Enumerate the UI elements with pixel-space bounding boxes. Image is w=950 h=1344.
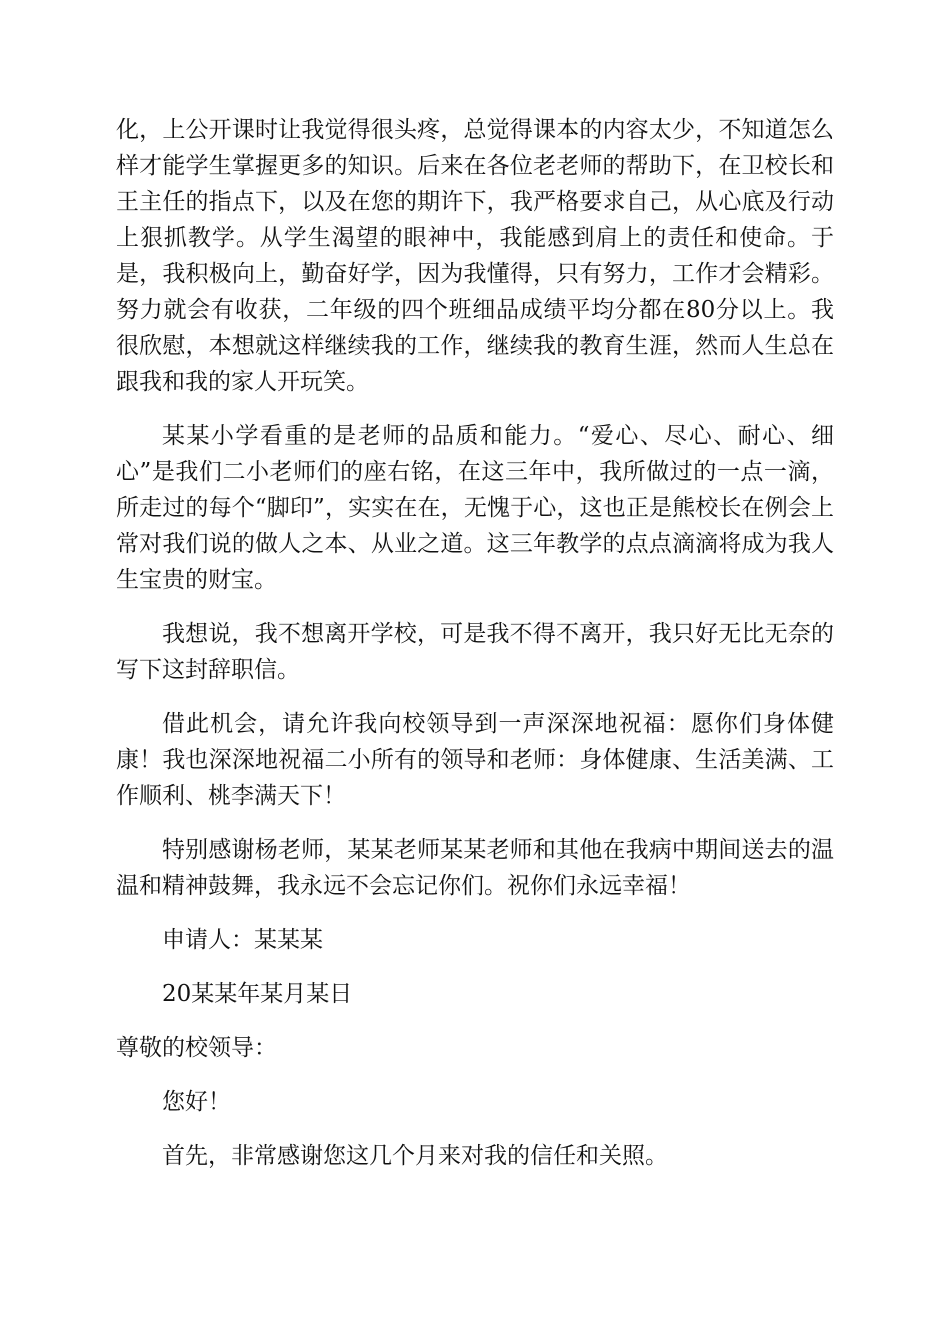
letter-date: 20某某年某月某日 [162, 981, 353, 1007]
paragraph-school-values: 某某小学看重的是老师的品质和能力。“爱心、尽心、耐心、细心”是我们二小老师们的座右铭，在这三年中，我所做过的一点一滴，所走过的每个“脚印”，实实在在，无愧于心，这也正是熊校长在例会上常对我们说的做人之本、从业之道。这三年教学的点点滴滴将成为我人生宝贵的财宝。 [116, 423, 834, 593]
paragraph-resignation-reason: 我想说，我不想离开学校，可是我不得不离开，我只好无比无奈的写下这封辞职信。 [116, 621, 834, 683]
salutation: 尊敬的校领导： [116, 1035, 277, 1061]
document-body [116, 112, 834, 1192]
paragraph-thanks: 特别感谢杨老师，某某老师某某老师和其他在我病中期间送去的温温和精神鼓舞，我永远不会忘记你们。祝你们永远幸福！ [116, 837, 834, 899]
paragraph-opening: 首先，非常感谢您这几个月来对我的信任和关照。 [162, 1143, 668, 1169]
paragraph-blessing: 借此机会，请允许我向校领导到一声深深地祝福：愿你们身体健康！我也深深地祝福二小所有的领导和老师：身体健康、生活美满、工作顺利、桃李满天下！ [116, 711, 834, 809]
greeting: 您好！ [162, 1089, 231, 1115]
paragraph-continuation: 化，上公开课时让我觉得很头疼，总觉得课本的内容太少，不知道怎么样才能学生掌握更多的知识。后来在各位老老师的帮助下，在卫校长和王主任的指点下，以及在您的期许下，我严格要求自己，从心底及行动上狠抓教学。从学生渴望的眼神中，我能感到肩上的责任和使命。于是，我积极向上，勤奋好学，因为我懂得，只有努力，工作才会精彩。努力就会有收获，二年级的四个班细品成绩平均分都在80分以上。我很欣慰，本想就这样继续我的工作，继续我的教育生涯，然而人生总在跟我和我的家人开玩笑。 [116, 117, 834, 395]
applicant-signature: 申请人：某某某 [162, 927, 323, 953]
